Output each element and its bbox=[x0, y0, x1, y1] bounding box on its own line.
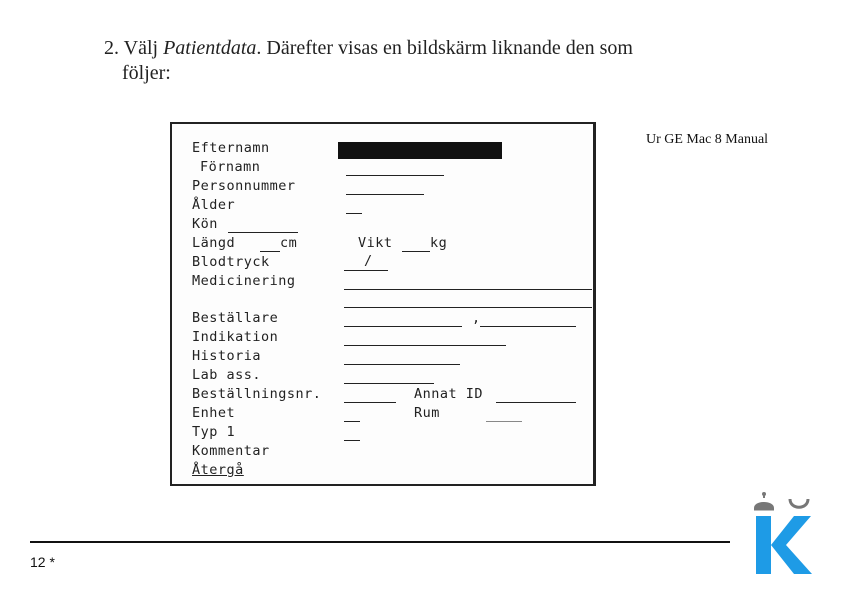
lab-ass-field[interactable] bbox=[344, 383, 434, 384]
personnummer-field[interactable] bbox=[346, 194, 424, 195]
label-vikt: Vikt bbox=[358, 235, 393, 251]
historia-field[interactable] bbox=[344, 364, 460, 365]
label-annat-id: Annat ID bbox=[414, 386, 484, 402]
source-note: Ur GE Mac 8 Manual bbox=[646, 132, 769, 147]
langd-field[interactable] bbox=[260, 251, 280, 252]
label-rum: Rum bbox=[414, 405, 440, 421]
kon-field[interactable] bbox=[228, 232, 298, 233]
atergå-button[interactable]: Återgå bbox=[192, 462, 244, 478]
label-blodtryck: Blodtryck bbox=[192, 254, 270, 270]
page-number: 12 * bbox=[30, 554, 55, 570]
label-fornamn: Förnamn bbox=[200, 159, 261, 175]
langd-unit: cm bbox=[280, 235, 298, 251]
label-medicinering: Medicinering bbox=[192, 273, 296, 289]
label-alder: Ålder bbox=[192, 197, 236, 213]
bestallare-field-1[interactable] bbox=[344, 326, 462, 327]
crescent-icon bbox=[790, 499, 808, 507]
annat-id-field[interactable] bbox=[496, 402, 576, 403]
indikation-field[interactable] bbox=[344, 345, 506, 346]
label-enhet: Enhet bbox=[192, 405, 236, 421]
label-lab-ass: Lab ass. bbox=[192, 367, 262, 383]
enhet-field[interactable] bbox=[344, 421, 360, 422]
instruction-heading bbox=[104, 36, 704, 86]
patient-data-screen bbox=[170, 122, 596, 486]
footer-rule bbox=[30, 541, 730, 543]
label-historia: Historia bbox=[192, 348, 262, 364]
label-indikation: Indikation bbox=[192, 329, 279, 345]
label-kommentar: Kommentar bbox=[192, 443, 270, 459]
heading-prefix: 2. Välj bbox=[104, 37, 164, 59]
bestallningsnr-field[interactable] bbox=[344, 402, 396, 403]
label-personnummer: Personnummer bbox=[192, 178, 296, 194]
heading-line-1 bbox=[104, 36, 704, 61]
label-kon: Kön bbox=[192, 216, 218, 232]
bestallare-field-2[interactable] bbox=[480, 326, 576, 327]
heading-suffix: . Därefter visas en bildskärm liknande den som bbox=[256, 37, 633, 59]
rum-field[interactable] bbox=[486, 421, 522, 422]
heading-line-2: följer: bbox=[122, 62, 171, 84]
label-bestallare: Beställare bbox=[192, 310, 279, 326]
bestallare-separator: , bbox=[472, 310, 481, 326]
blodtryck-separator: / bbox=[364, 253, 373, 269]
vikt-field[interactable] bbox=[402, 251, 430, 252]
alder-field[interactable] bbox=[346, 213, 362, 214]
label-langd: Längd bbox=[192, 235, 236, 251]
crown-icon bbox=[754, 492, 774, 511]
efternamn-field-redacted[interactable] bbox=[338, 142, 502, 159]
medicinering-field-1[interactable] bbox=[344, 289, 592, 290]
typ1-field[interactable] bbox=[344, 440, 360, 441]
fornamn-field[interactable] bbox=[346, 175, 444, 176]
vikt-unit: kg bbox=[430, 235, 448, 251]
blodtryck-field[interactable] bbox=[344, 270, 388, 271]
label-efternamn: Efternamn bbox=[192, 140, 270, 156]
heading-emphasis: Patientdata bbox=[163, 37, 257, 59]
k-letter-icon bbox=[756, 516, 812, 574]
label-bestallningsnr: Beställningsnr. bbox=[192, 386, 322, 402]
medicinering-field-2[interactable] bbox=[344, 307, 592, 308]
label-typ1: Typ 1 bbox=[192, 424, 236, 440]
ki-logo bbox=[750, 490, 812, 576]
